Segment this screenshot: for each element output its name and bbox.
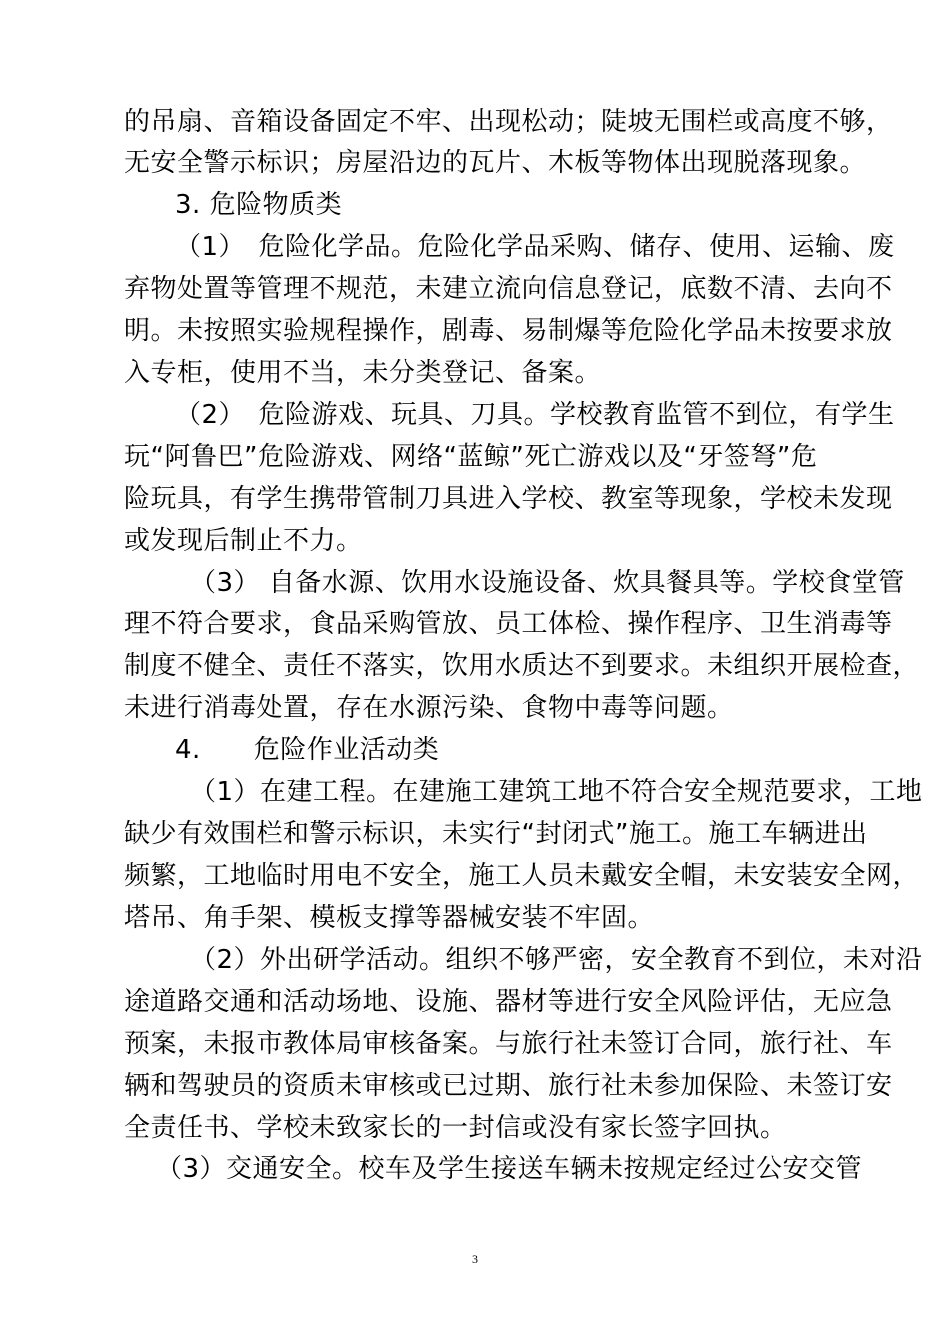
text-line: （3） 自备水源、饮用水设施设备、炊具餐具等。学校食堂管 bbox=[190, 568, 905, 598]
text-line: 塔吊、角手架、模板支撑等器械安装不牢固。 bbox=[124, 903, 655, 933]
text-line: 缺少有效围栏和警示标识，未实行“封闭式”施工。施工车辆进出 bbox=[124, 819, 868, 849]
text-line: 险玩具，有学生携带管制刀具进入学校、教室等现象，学校未发现 bbox=[124, 484, 893, 514]
section-heading: 3. 危险物质类 bbox=[175, 190, 343, 220]
text-line: 入专柜，使用不当，未分类登记、备案。 bbox=[124, 358, 602, 388]
text-line: 制度不健全、责任不落实，饮用水质达不到要求。未组织开展检查， bbox=[124, 651, 920, 681]
text-line: 理不符合要求，食品采购管放、员工体检、操作程序、卫生消毒等 bbox=[124, 609, 893, 639]
text-line: 明。未按照实验规程操作，剧毒、易制爆等危险化学品未按要求放 bbox=[124, 316, 893, 346]
text-line: 频繁，工地临时用电不安全，施工人员未戴安全帽，未安装安全网， bbox=[124, 861, 920, 891]
text-line: 玩“阿鲁巴”危险游戏、网络“蓝鲸”死亡游戏以及“牙签弩”危 bbox=[124, 442, 818, 472]
text-line: 无安全警示标识；房屋沿边的瓦片、木板等物体出现脱落现象。 bbox=[124, 148, 867, 178]
text-line: （1）在建工程。在建施工建筑工地不符合安全规范要求，工地 bbox=[190, 777, 923, 807]
text-line: 辆和驾驶员的资质未审核或已过期、旅行社未参加保险、未签订安 bbox=[124, 1071, 893, 1101]
text-line: （2） 危险游戏、玩具、刀具。学校教育监管不到位，有学生 bbox=[175, 400, 895, 430]
text-line: （3）交通安全。校车及学生接送车辆未按规定经过公安交管 bbox=[156, 1154, 863, 1184]
page-number: 3 bbox=[472, 1252, 478, 1266]
text-line: 途道路交通和活动场地、设施、器材等进行安全风险评估，无应急 bbox=[124, 987, 893, 1017]
text-line: （2）外出研学活动。组织不够严密，安全教育不到位，未对沿 bbox=[190, 945, 923, 975]
text-line: 的吊扇、音箱设备固定不牢、出现松动；陡坡无围栏或高度不够， bbox=[124, 107, 893, 137]
text-line: 弃物处置等管理不规范，未建立流向信息登记，底数不清、去向不 bbox=[124, 274, 893, 304]
section-heading: 4. 危险作业活动类 bbox=[175, 735, 440, 765]
text-line: 预案，未报市教体局审核备案。与旅行社未签订合同，旅行社、车 bbox=[124, 1029, 893, 1059]
text-line: 全责任书、学校未致家长的一封信或没有家长签字回执。 bbox=[124, 1113, 787, 1143]
text-line: 未进行消毒处置，存在水源污染、食物中毒等问题。 bbox=[124, 693, 734, 723]
text-line: （1） 危险化学品。危险化学品采购、储存、使用、运输、废 bbox=[175, 232, 895, 262]
text-line: 或发现后制止不力。 bbox=[124, 526, 363, 556]
